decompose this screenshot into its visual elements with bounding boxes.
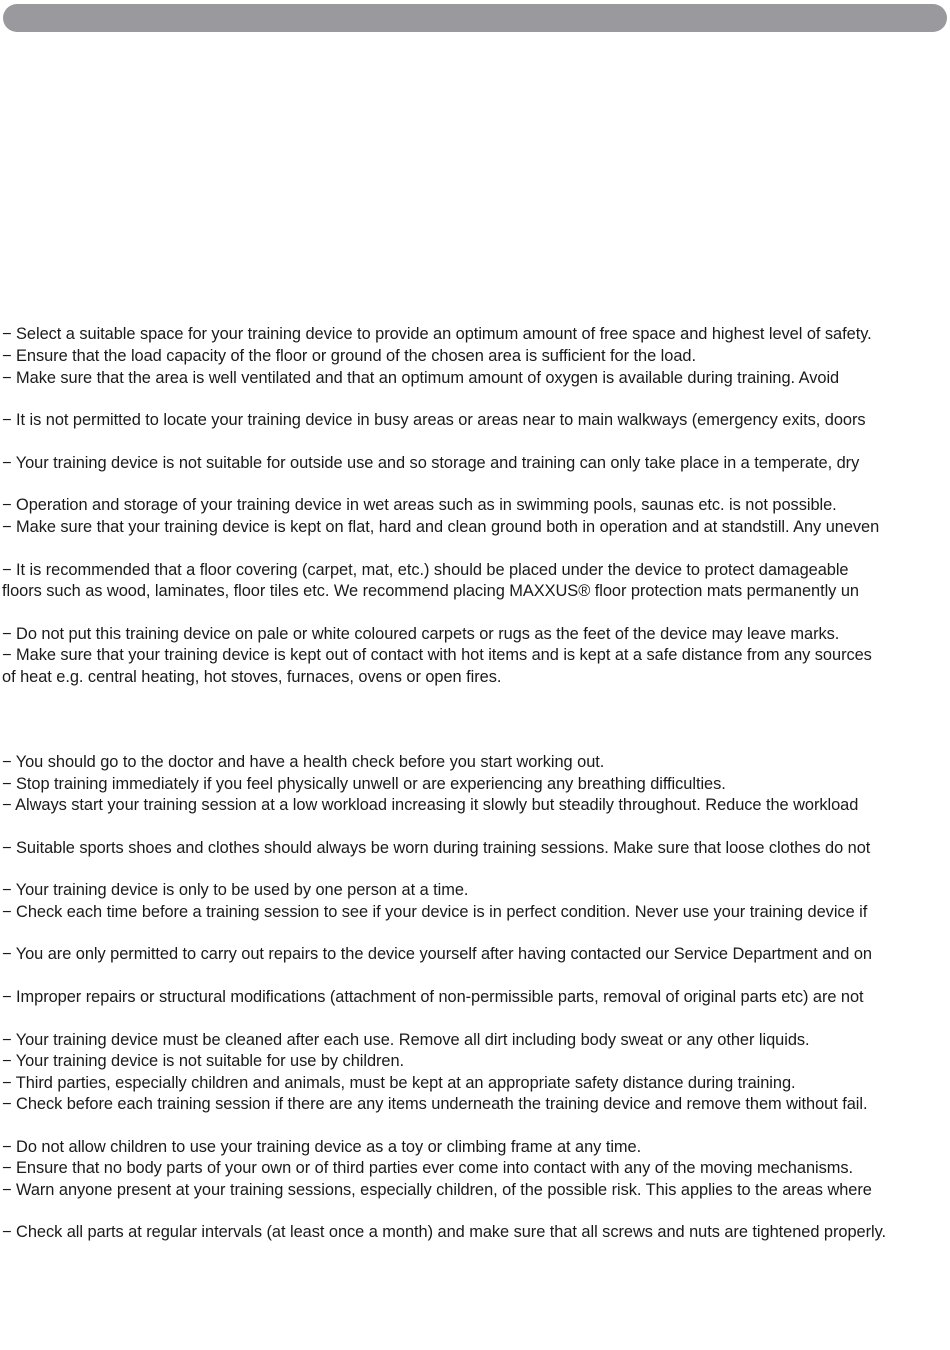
text-line: − Your training device is not suitable for outside use and so storage and training can only take place in a temperate, dry bbox=[2, 454, 860, 472]
text-line: − Your training device must be cleaned after each use. Remove all dirt including body sweat or any other liquids. bbox=[2, 1031, 810, 1049]
text-line: − Make sure that your training device is kept out of contact with hot items and is kept at a safe distance from any sources bbox=[2, 646, 872, 664]
text-line: − Stop training immediately if you feel physically unwell or are experiencing any breathing difficulties. bbox=[2, 775, 726, 793]
text-line: − You are only permitted to carry out repairs to the device yourself after having contacted our Service Department and on bbox=[2, 945, 872, 963]
text-line: − Make sure that your training device is kept on flat, hard and clean ground both in operation and at standstill. Any uneven bbox=[2, 518, 880, 536]
text-line: − Suitable sports shoes and clothes should always be worn during training sessions. Make sure that loose clothes do not bbox=[2, 839, 871, 857]
header-bar bbox=[3, 4, 947, 32]
text-line: − Operation and storage of your training device in wet areas such as in swimming pools, saunas etc. is not possible. bbox=[2, 496, 837, 514]
text-line: − Always start your training session at a low workload increasing it slowly but steadily throughout. Reduce the workload bbox=[2, 796, 859, 814]
text-line: − It is recommended that a floor covering (carpet, mat, etc.) should be placed under the device to protect damageable bbox=[2, 561, 849, 579]
text-line: − Third parties, especially children and animals, must be kept at an appropriate safety distance during training. bbox=[2, 1074, 796, 1092]
text-line: − Check all parts at regular intervals (at least once a month) and make sure that all screws and nuts are tightened properly. bbox=[2, 1223, 887, 1241]
text-line: floors such as wood, laminates, floor tiles etc. We recommend placing MAXXUS® floor protection mats permanently un bbox=[2, 582, 859, 600]
text-line: − Your training device is only to be used by one person at a time. bbox=[2, 881, 469, 899]
text-line: of heat e.g. central heating, hot stoves, furnaces, ovens or open fires. bbox=[2, 668, 502, 686]
text-line: − Ensure that no body parts of your own or of third parties ever come into contact with any of the moving mechanisms. bbox=[2, 1159, 853, 1177]
text-line: − Improper repairs or structural modifications (attachment of non-permissible parts, removal of original parts etc) are not bbox=[2, 988, 864, 1006]
text-line: − Warn anyone present at your training sessions, especially children, of the possible risk. This applies to the areas where bbox=[2, 1181, 872, 1199]
text-line: − Your training device is not suitable for use by children. bbox=[2, 1052, 405, 1070]
text-line: − Ensure that the load capacity of the floor or ground of the chosen area is sufficient for the load. bbox=[2, 347, 696, 365]
text-line: − Do not allow children to use your training device as a toy or climbing frame at any time. bbox=[2, 1138, 642, 1156]
text-line: − It is not permitted to locate your training device in busy areas or areas near to main walkways (emergency exits, doors bbox=[2, 411, 866, 429]
text-line: − Check each time before a training session to see if your device is in perfect condition. Never use your training device if bbox=[2, 903, 868, 921]
text-line: − Make sure that the area is well ventilated and that an optimum amount of oxygen is available during training. Avoid bbox=[2, 369, 840, 387]
text-line: − Do not put this training device on pale or white coloured carpets or rugs as the feet of the device may leave marks. bbox=[2, 625, 840, 643]
text-line: − You should go to the doctor and have a health check before you start working out. bbox=[2, 753, 605, 771]
text-line: − Select a suitable space for your training device to provide an optimum amount of free space and highest level of safety. bbox=[2, 325, 872, 343]
text-line: − Check before each training session if there are any items underneath the training device and remove them without fail. bbox=[2, 1095, 868, 1113]
